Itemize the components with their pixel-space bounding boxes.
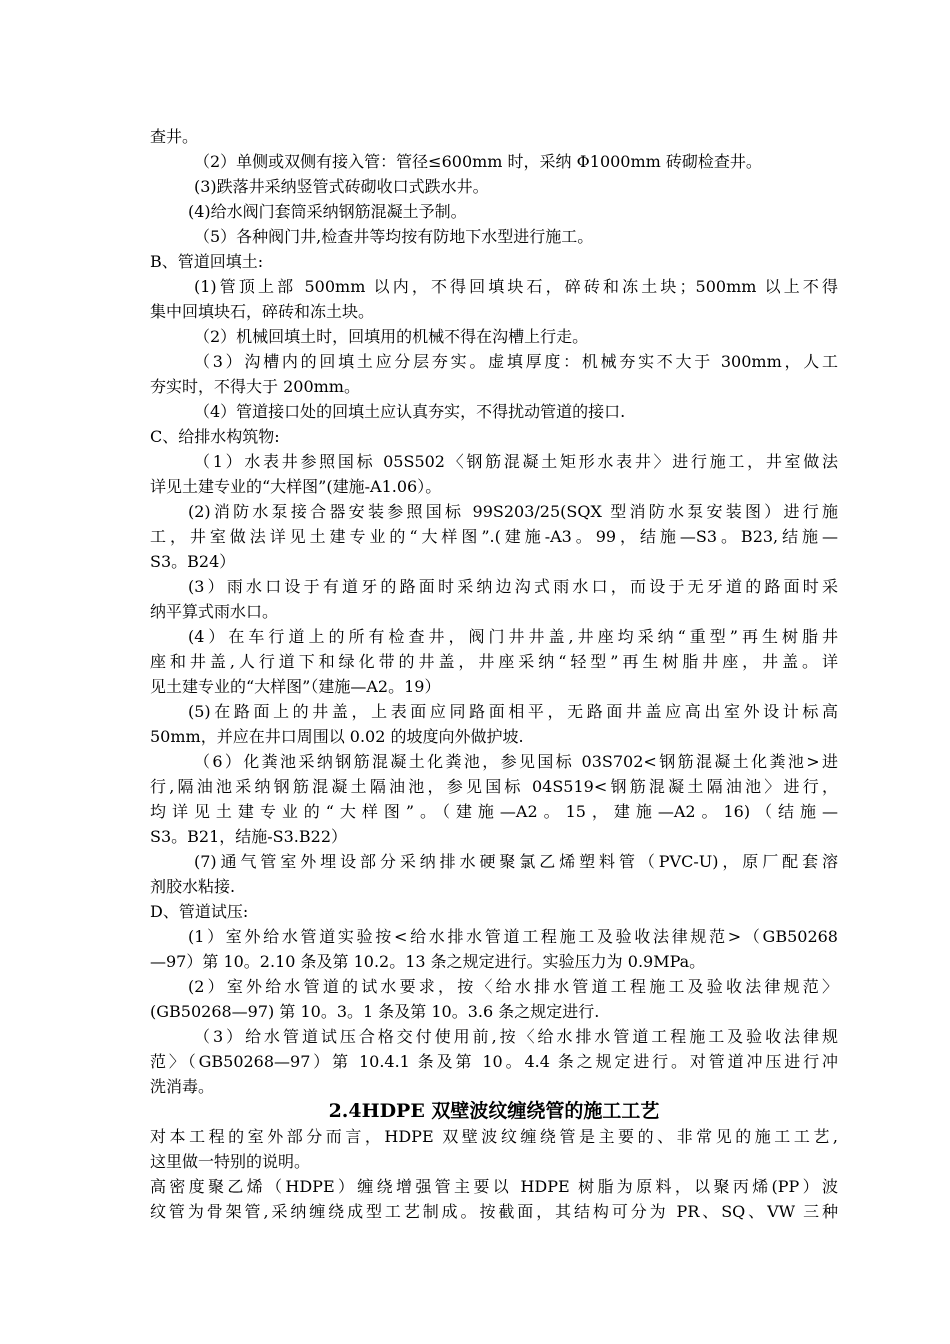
text-line: 集中回填块石，碎砖和冻土块。 (150, 302, 375, 321)
text-line: (2)消防水泵接合器安装参照国标 99S203/25(SQX 型消防水泵安装图）进行施 (188, 502, 838, 521)
text-line: 高密度聚乙烯（HDPE）缠绕增强管主要以 HDPE 树脂为原料，以聚丙烯(PP）波 (150, 1177, 838, 1196)
text-line: (1）室外给水管道实验按<给水排水管道工程施工及验收法律规范>（GB50268 (188, 927, 838, 946)
text-line: 剂胶水粘接. (150, 877, 236, 896)
text-line: (4)给水阀门套筒采纳钢筋混凝土予制。 (188, 202, 467, 221)
text-line: —97）第 10。2.10 条及第 10.2。13 条之规定进行。实验压力为 0.9MPa。 (150, 952, 706, 971)
text-line: （3）给水管道试压合格交付使用前,按〈给水排水管道工程施工及验收法律规 (194, 1027, 838, 1046)
text-line: 纹管为骨架管,采纳缠绕成型工艺制成。按截面，其结构可分为 PR、SQ、VW 三种 (150, 1202, 838, 1221)
text-line: 行,隔油池采纳钢筋混凝土隔油池，参见国标 04S519<钢筋混凝土隔油池〉进行， (150, 777, 838, 796)
text-line: （2）单侧或双侧有接入管：管径≤600mm 时，采纳 Φ1000mm 砖砌检查井。 (194, 152, 762, 171)
text-line: 座和井盖,人行道下和绿化带的井盖，井座采纳“轻型”再生树脂井座，井盖。详 (150, 652, 838, 671)
text-line: 均详见土建专业的“大样图”。（建施—A2。15，建施—A2。16)（结施— (150, 802, 838, 821)
text-line: 对本工程的室外部分而言，HDPE 双壁波纹缠绕管是主要的、非常见的施工工艺, (150, 1127, 838, 1146)
text-line: 这里做一特别的说明。 (150, 1152, 311, 1171)
text-line: 范〉（GB50268—97）第 10.4.1 条及第 10。4.4 条之规定进行。对管道冲压进行冲 (150, 1052, 838, 1071)
text-line: （2）机械回填土时，回填用的机械不得在沟槽上行走。 (194, 327, 589, 346)
text-line: (GB50268—97) 第 10。3。1 条及第 10。3.6 条之规定进行. (150, 1002, 600, 1021)
text-line: 50mm，并应在井口周围以 0.02 的坡度向外做护坡. (150, 727, 524, 746)
text-line: 详见土建专业的“大样图”(建施-A1.06）。 (150, 477, 442, 496)
text-line: （1）水表井参照国标 05S502〈钢筋混凝土矩形水表井〉进行施工，井室做法 (194, 452, 838, 471)
section-heading: 2.4HDPE 双壁波纹缠绕管的施工工艺 (328, 1100, 660, 1122)
section-label: C、给排水构筑物: (150, 427, 280, 446)
text-line: （4）管道接口处的回填土应认真夯实，不得扰动管道的接口. (194, 402, 626, 421)
text-line: （5）各种阀门井,检查井等均按有防地下水型进行施工。 (194, 227, 594, 246)
text-line: (5)在路面上的井盖，上表面应同路面相平，无路面井盖应高出室外设计标高 (188, 702, 838, 721)
text-line: （6）化粪池采纳钢筋混凝土化粪池，参见国标 03S702<钢筋混凝土化粪池>进 (194, 752, 838, 771)
text-line: (2）室外给水管道的试水要求，按〈给水排水管道工程施工及验收法律规范〉 (188, 977, 838, 996)
text-line: 洗消毒。 (150, 1077, 215, 1096)
text-line: (4）在车行道上的所有检查井，阀门井井盖,井座均采纳“重型”再生树脂井 (188, 627, 838, 646)
section-label: D、管道试压: (150, 902, 249, 921)
text-line: (7)通气管室外埋设部分采纳排水硬聚氯乙烯塑料管（PVC-U)，原厂配套溶 (194, 852, 838, 871)
text-line: 纳平算式雨水口。 (150, 602, 279, 621)
text-line: 见土建专业的“大样图”（建施—A2。19） (150, 677, 441, 696)
text-line: S3。B21，结施-S3.B22） (150, 827, 348, 846)
text-line: 工，井室做法详见土建专业的“大样图”.(建施-A3。99，结施—S3。B23,结施— (150, 527, 838, 546)
text-line: 查井。 (150, 127, 199, 146)
text-line: 夯实时，不得大于 200mm。 (150, 377, 360, 396)
text-line: S3。B24） (150, 552, 236, 571)
section-label: B、管道回填土: (150, 252, 264, 271)
text-line: (3)跌落井采纳竖管式砖砌收口式跌水井。 (194, 177, 489, 196)
text-line: (3）雨水口设于有道牙的路面时采纳边沟式雨水口，而设于无牙道的路面时采 (188, 577, 838, 596)
text-line: (1)管顶上部 500mm 以内，不得回填块石，碎砖和冻土块；500mm 以上不得 (194, 277, 838, 296)
text-line: （3）沟槽内的回填土应分层夯实。虚填厚度：机械夯实不大于 300mm，人工 (194, 352, 838, 371)
